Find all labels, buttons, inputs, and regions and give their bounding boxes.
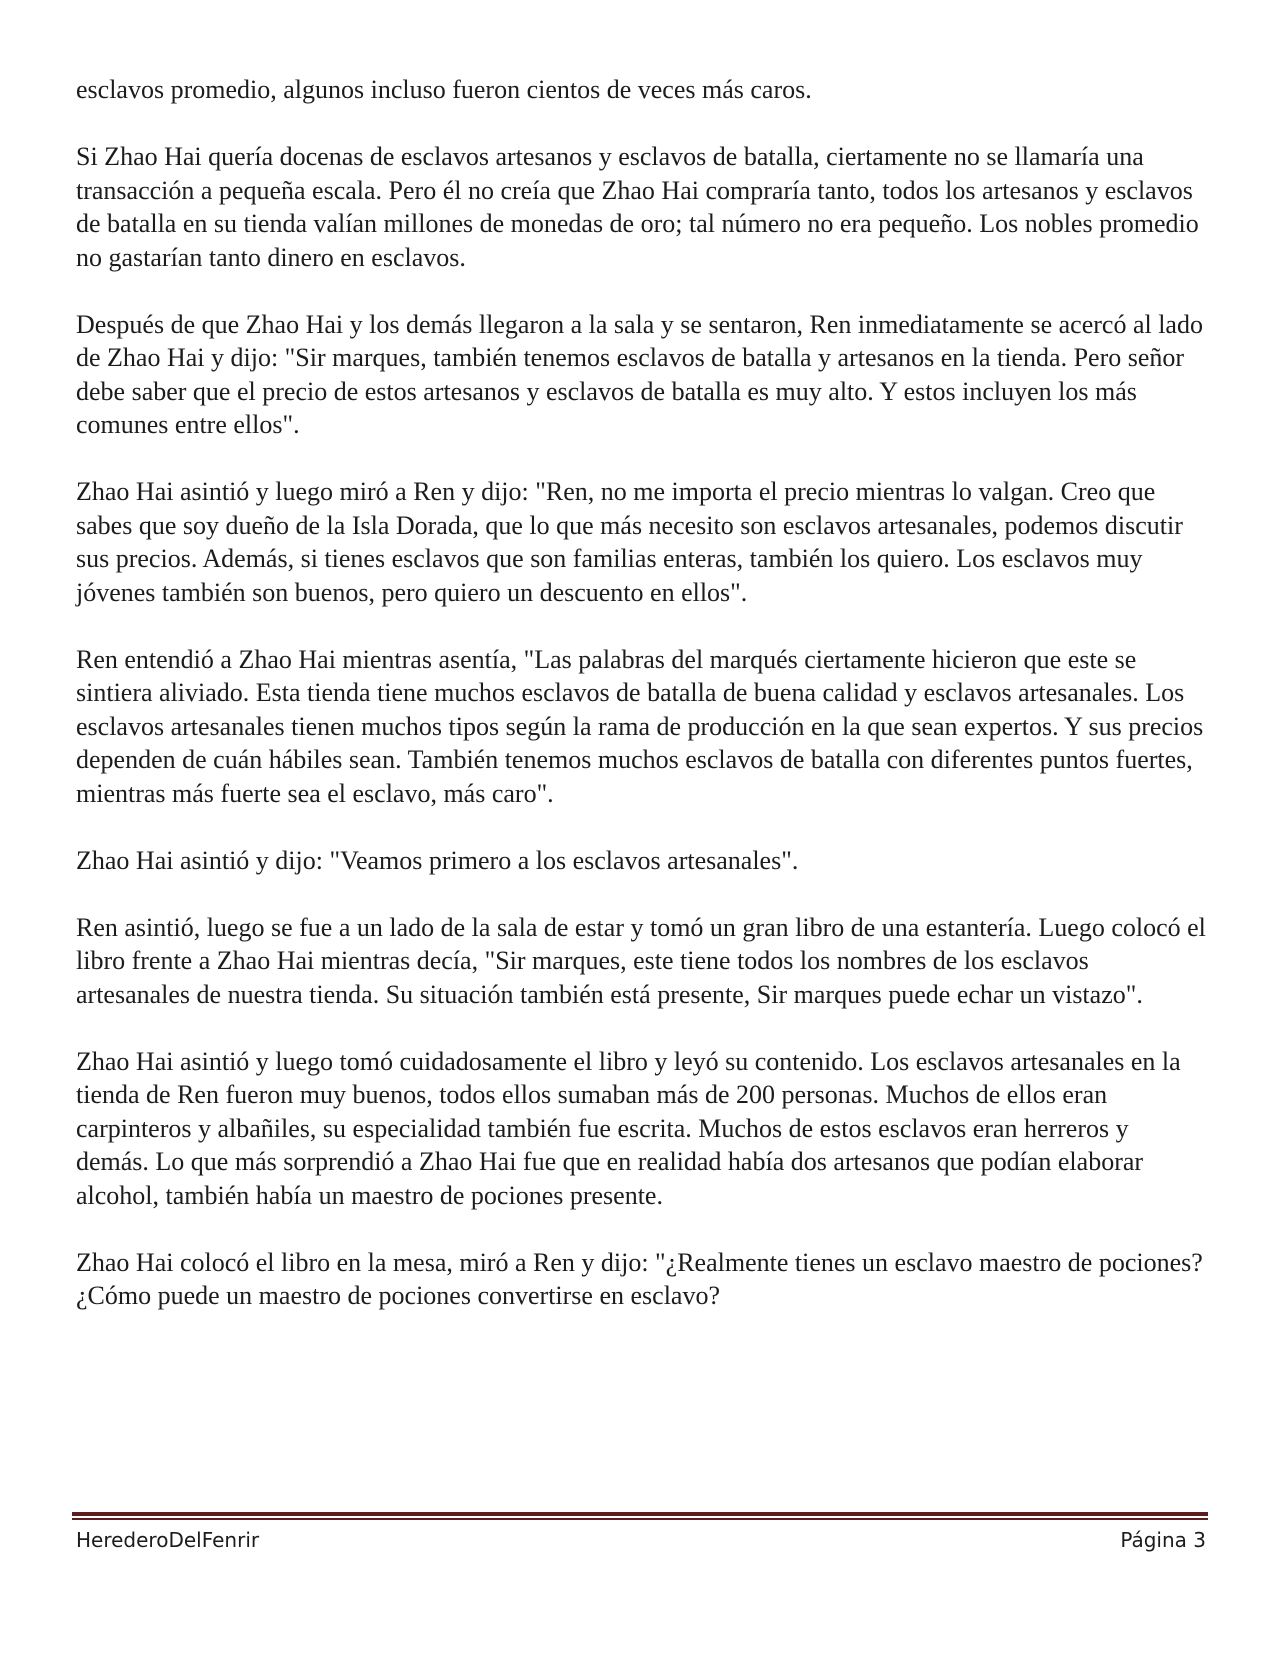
paragraph: Si Zhao Hai quería docenas de esclavos artesanos y esclavos de batalla, ciertamente no se llamaría una transacción a pequeña escala. Pero él no creía que Zhao Hai compraría tanto, todos los artesanos y esclavos de batalla en su tienda valían millones de monedas de oro; tal número no era pequeño. Los nobles promedio no gastarían tanto dinero en esclavos. [76, 142, 1199, 272]
page-footer [76, 1528, 1206, 1558]
page-number: Página 3 [1120, 1528, 1206, 1552]
paragraph: Zhao Hai asintió y luego tomó cuidadosamente el libro y leyó su contenido. Los esclavos artesanales en la tienda de Ren fueron muy buenos, todos ellos sumaban más de 200 personas. Muchos de ellos eran carpinteros y albañiles, su especialidad también fue escrita. Muchos de estos esclavos eran herreros y demás. Lo que más sorprendió a Zhao Hai fue que en realidad había dos artesanos que podían elaborar alcohol, también había un maestro de pociones presente. [76, 1046, 1181, 1210]
document-body [76, 73, 1206, 1346]
footer-divider-thick [72, 1512, 1208, 1516]
footer-divider [72, 1512, 1208, 1521]
footer-divider-thin [72, 1518, 1208, 1520]
paragraph: Zhao Hai asintió y luego miró a Ren y dijo: "Ren, no me importa el precio mientras lo valgan. Creo que sabes que soy dueño de la Isla Dorada, que lo que más necesito son esclavos artesanales, podemos discutir sus precios. Además, si tienes esclavos que son familias enteras, también los quiero. Los esclavos muy jóvenes también son buenos, pero quiero un descuento en ellos". [76, 477, 1183, 607]
footer-author: HerederoDelFenrir [76, 1528, 260, 1552]
paragraph: esclavos promedio, algunos incluso fueron cientos de veces más caros. [76, 75, 812, 104]
paragraph: Zhao Hai colocó el libro en la mesa, miró a Ren y dijo: "¿Realmente tienes un esclavo maestro de pociones? ¿Cómo puede un maestro de pociones convertirse en esclavo? [76, 1247, 1203, 1310]
paragraph: Ren entendió a Zhao Hai mientras asentía, "Las palabras del marqués ciertamente hicieron que este se sintiera aliviado. Esta tienda tiene muchos esclavos de batalla de buena calidad y esclavos artesanales. Los esclavos artesanales tienen muchos tipos según la rama de producción en la que sean expertos. Y sus precios dependen de cuán hábiles sean. También tenemos muchos esclavos de batalla con diferentes puntos fuertes, mientras más fuerte sea el esclavo, más caro". [76, 644, 1204, 808]
paragraph: Después de que Zhao Hai y los demás llegaron a la sala y se sentaron, Ren inmediatamente se acercó al lado de Zhao Hai y dijo: "Sir marques, también tenemos esclavos de batalla y artesanos en la tienda. Pero señor debe saber que el precio de estos artesanos y esclavos de batalla es muy alto. Y estos incluyen los más comunes entre ellos". [76, 309, 1203, 439]
paragraph: Zhao Hai asintió y dijo: "Veamos primero a los esclavos artesanales". [76, 845, 799, 875]
paragraph: Ren asintió, luego se fue a un lado de la sala de estar y tomó un gran libro de una estantería. Luego colocó el libro frente a Zhao Hai mientras decía, "Sir marques, este tiene todos los nombres de los esclavos artesanales de nuestra tienda. Su situación también está presente, Sir marques puede echar un vistazo". [76, 912, 1206, 1009]
